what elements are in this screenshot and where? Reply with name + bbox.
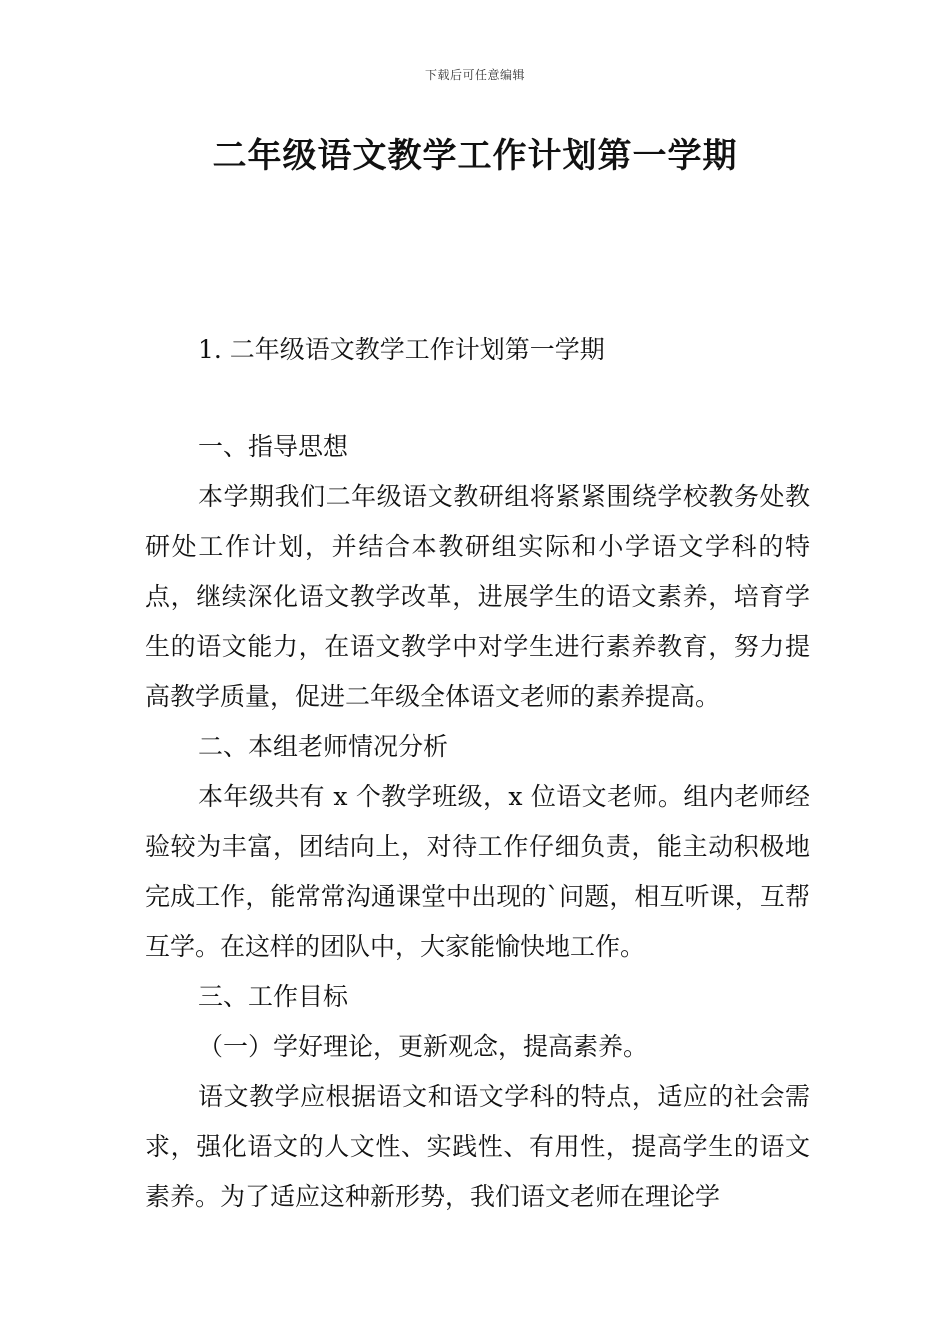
section-heading-guiding-ideology: 一、指导思想 (198, 432, 349, 461)
paragraph-guiding-ideology: 本学期我们二年级语文教研组将紧紧围绕学校教务处教研处工作计划，并结合本教研组实际和小学语文学科的特点，继续深化语文教学改革，进展学生的语文素养，培育学生的语文能力，在语文教学中对学生进行素养教育，努力提高教学质量，促进二年级全体语文老师的素养提高。 (145, 482, 810, 711)
section-subtitle: 1. 二年级语文教学工作计划第一学期 (198, 335, 605, 364)
section-heading-work-goals: 三、工作目标 (198, 982, 349, 1011)
paragraph-teacher-analysis: 本年级共有 x 个教学班级，x 位语文老师。组内老师经验较为丰富，团结向上，对待工作仔细负责，能主动积极地完成工作，能常常沟通课堂中出现的`问题，相互听课，互帮互学。在这样的团队中，大家能愉快地工作。 (145, 782, 810, 961)
paragraph-theory: 语文教学应根据语文和语文学科的特点，适应的社会需求，强化语文的人文性、实践性、有用性，提高学生的语文素养。为了适应这种新形势，我们语文老师在理论学 (145, 1082, 810, 1211)
document-title: 二年级语文教学工作计划第一学期 (212, 136, 738, 176)
header-note: 下载后可任意编辑 (424, 68, 525, 82)
section-heading-teacher-analysis: 二、本组老师情况分析 (198, 732, 449, 761)
subsection-heading-theory: （一）学好理论，更新观念，提高素养。 (198, 1032, 649, 1061)
document-body (145, 422, 810, 1222)
